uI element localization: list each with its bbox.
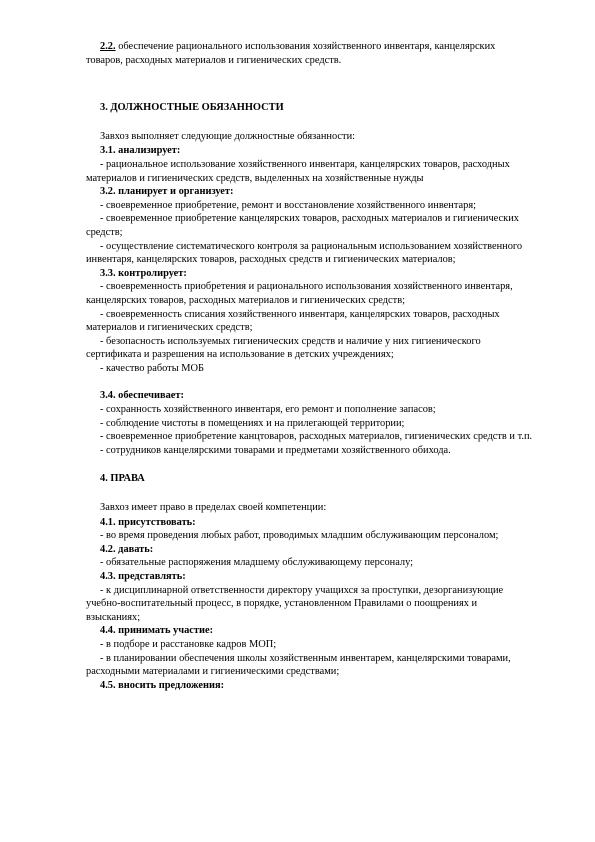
subsection-label-4-5: 4.5. вносить предложения: bbox=[100, 679, 225, 691]
list-item: - сотрудников канцелярскими товарами и предметами хозяйственного обихода. bbox=[100, 444, 451, 456]
section-3-heading: 3. ДОЛЖНОСТНЫЕ ОБЯЗАННОСТИ bbox=[100, 102, 284, 114]
subsection-label-3-4: 3.4. обеспечивает: bbox=[100, 390, 184, 402]
item-number: 2.2. bbox=[100, 41, 116, 52]
list-item: - своевременное приобретение, ремонт и восстановление хозяйственного инвентаря; bbox=[100, 199, 477, 211]
item-text: обеспечение рационального использования хозяйственного инвентаря, канцелярских товаров, расходных материалов и гигиенических средств. bbox=[86, 41, 496, 66]
section-3-intro: Завхоз выполняет следующие должностные обязанности: bbox=[100, 130, 356, 142]
subsection-label-4-3: 4.3. представлять: bbox=[100, 571, 186, 582]
list-item: - осуществление систематического контроля за рациональным использованием хозяйственного инвентаря, канцелярских товаров, расходных средств и гигиенических материалов; bbox=[86, 240, 523, 266]
list-item: - в планировании обеспечения школы хозяйственным инвентарем, канцелярскими товарами, расходными материалами и гигиеническими средствами; bbox=[86, 652, 511, 678]
list-item: - соблюдение чистоты в помещениях и на прилегающей территории; bbox=[100, 417, 405, 429]
section-4-intro: Завхоз имеет право в пределах своей компетенции: bbox=[100, 502, 327, 514]
intro-item-2-2 bbox=[86, 40, 533, 67]
list-item: - обязательные распоряжения младшему обслуживающему персоналу; bbox=[100, 557, 414, 569]
list-item: - в подборе и расстановке кадров МОП; bbox=[100, 638, 277, 650]
list-item: - своевременность списания хозяйственного инвентаря, канцелярских товаров, расходных материалов и гигиенических средств; bbox=[86, 308, 500, 334]
list-item: - качество работы МОБ bbox=[100, 362, 205, 374]
section-4-heading: 4. ПРАВА bbox=[100, 473, 145, 485]
list-item: - рациональное использование хозяйственного инвентаря, канцелярских товаров, расходных материалов и гигиенических средств, выделенных на хозяйственные нужды bbox=[86, 158, 510, 184]
list-item: - во время проведения любых работ, проводимых младшим обслуживающим персоналом; bbox=[100, 530, 499, 542]
spacer bbox=[86, 375, 533, 389]
subsection-label-4-4: 4.4. принимать участие: bbox=[100, 625, 214, 637]
list-item: - безопасность используемых гигиенических средств и наличие у них гигиенического сертификата и разрешения на использование в детских учреждениях; bbox=[86, 335, 481, 361]
list-item: - своевременность приобретения и рационального использования хозяйственного инвентаря, канцелярских товаров, расходных материалов и гигиенических средств; bbox=[86, 281, 513, 306]
list-item: - к дисциплинарной ответственности директору учащихся за проступки, дезорганизующие учебно-воспитательный процесс, в порядке, установленном Правилами о поощрениях и взысканиях; bbox=[86, 584, 504, 623]
list-item: - своевременное приобретение канцтоваров, расходных материалов, гигиенических средств и т.п. bbox=[100, 431, 533, 443]
subsection-label-3-2: 3.2. планирует и организует: bbox=[100, 186, 234, 198]
subsection-label-4-2: 4.2. давать: bbox=[100, 543, 154, 555]
list-item: - сохранность хозяйственного инвентаря, его ремонт и пополнение запасов; bbox=[100, 404, 436, 416]
subsection-label-3-3: 3.3. контролирует: bbox=[100, 267, 187, 279]
subsection-label-3-1: 3.1. анализирует: bbox=[100, 145, 181, 157]
subsection-label-4-1: 4.1. присутствовать: bbox=[100, 516, 196, 528]
list-item: - своевременное приобретение канцелярских товаров, расходных материалов и гигиенических средств; bbox=[86, 213, 519, 238]
